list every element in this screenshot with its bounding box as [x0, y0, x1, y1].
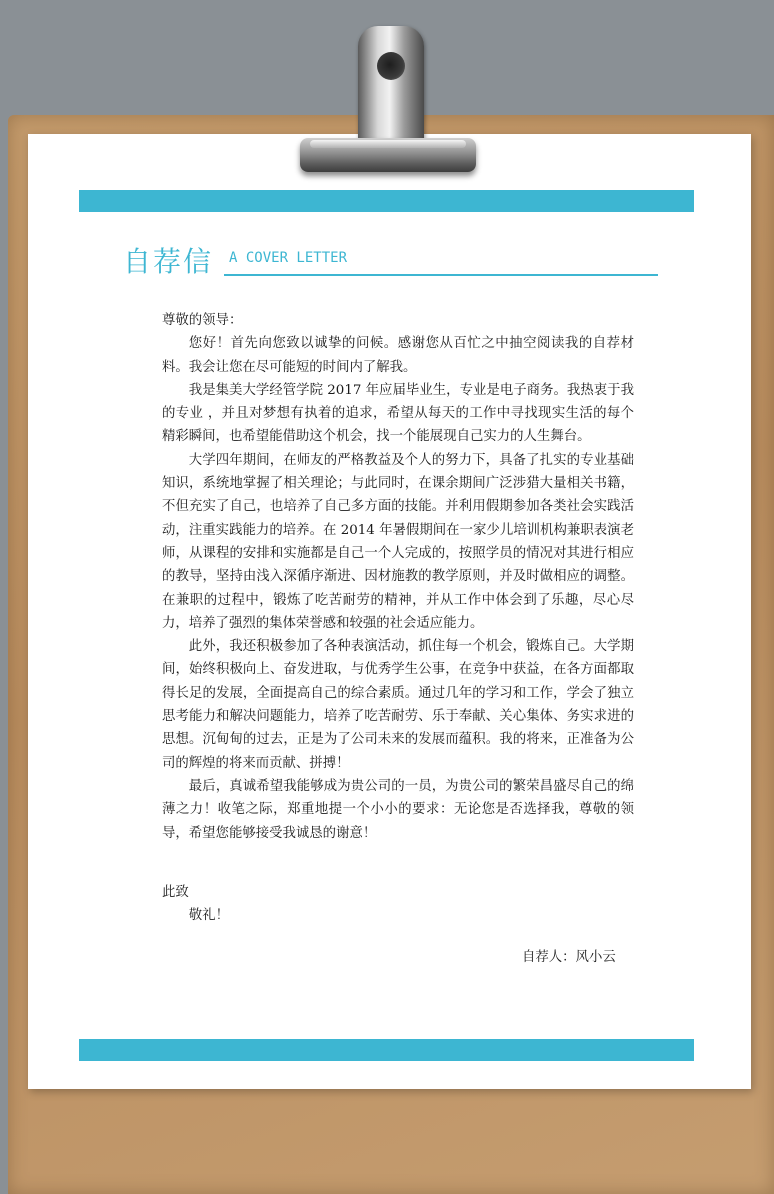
- footer-band: [79, 1039, 694, 1061]
- clip-lip: [310, 140, 466, 148]
- binder-clip-icon: [358, 26, 424, 144]
- regards: 敬礼！: [188, 908, 229, 924]
- clip-hole: [377, 52, 405, 80]
- header-band: [79, 190, 694, 212]
- paragraph-conclusion: 最后，真诚希望我能够成为贵公司的一员，为贵公司的繁荣昌盛尽自己的绵薄之力！收笔之际，郑重地提一个小小的要求：无论您是否选择我，尊敬的领导，希望您能够接受我诚恳的谢意！: [162, 778, 634, 841]
- signature: 自荐人：风小云: [522, 950, 616, 965]
- paragraph-activities: 此外，我还积极参加了各种表演活动，抓住每一个机会，锻炼自己。大学期间，始终积极向上、奋发进取，与优秀学生公事，在竞争中获益，在各方面都取得长足的发展，全面提高自己的综合素质。通过几年的学习和工作，学会了独立思考能力和解决问题能力，培养了吃苦耐劳、乐于奉献、关心集体、务实求进的思想。沉甸甸的过去，正是为了公司未来的发展而蕴积。我的将来，正准备为公司的辉煌的将来而贡献、拼搏！: [162, 639, 634, 771]
- paragraph-education: 大学四年期间，在师友的严格教益及个人的努力下，具备了扎实的专业基础知识，系统地掌握了相关理论；与此同时，在课余期间广泛涉猎大量相关书籍，不但充实了自己，也培养了自己多方面的技能。并利用假期参加各类社会实践活动，注重实践能力的培养。在 2014 年暑假期间在一家少儿培训机构兼职表演老师，从课程的安排和实施都是自己一个人完成的，按照学员的情况对其进行相应的教导，坚持由浅入深循序渐进、因材施教的教学原则，并及时做相应的调整。在兼职的过程中，锻炼了吃苦耐劳的精神，并从工作中体会到了乐趣，尽心尽力，培养了强烈的集体荣誉感和较强的社会适应能力。: [162, 452, 634, 631]
- closing: 此致: [162, 884, 189, 900]
- title-underline: [224, 274, 658, 276]
- title-english: A COVER LETTER: [229, 250, 348, 266]
- salutation: 尊敬的领导：: [162, 313, 243, 328]
- title-chinese: 自荐信: [123, 245, 214, 278]
- paragraph-introduction: 我是集美大学经管学院 2017 年应届毕业生，专业是电子商务。我热衷于我的专业 ，并且对梦想有执着的追求，希望从每天的工作中寻找现实生活的每个精彩瞬间，也希望能借助这个机会，找一个能展现自己实力的人生舞台。: [162, 382, 634, 445]
- letter-body: [162, 309, 634, 927]
- paragraph-greeting: 您好！首先向您致以诚挚的问候。感谢您从百忙之中抽空阅读我的自荐材料。我会让您在尽可能短的时间内了解我。: [162, 336, 634, 375]
- spacer: [162, 845, 634, 881]
